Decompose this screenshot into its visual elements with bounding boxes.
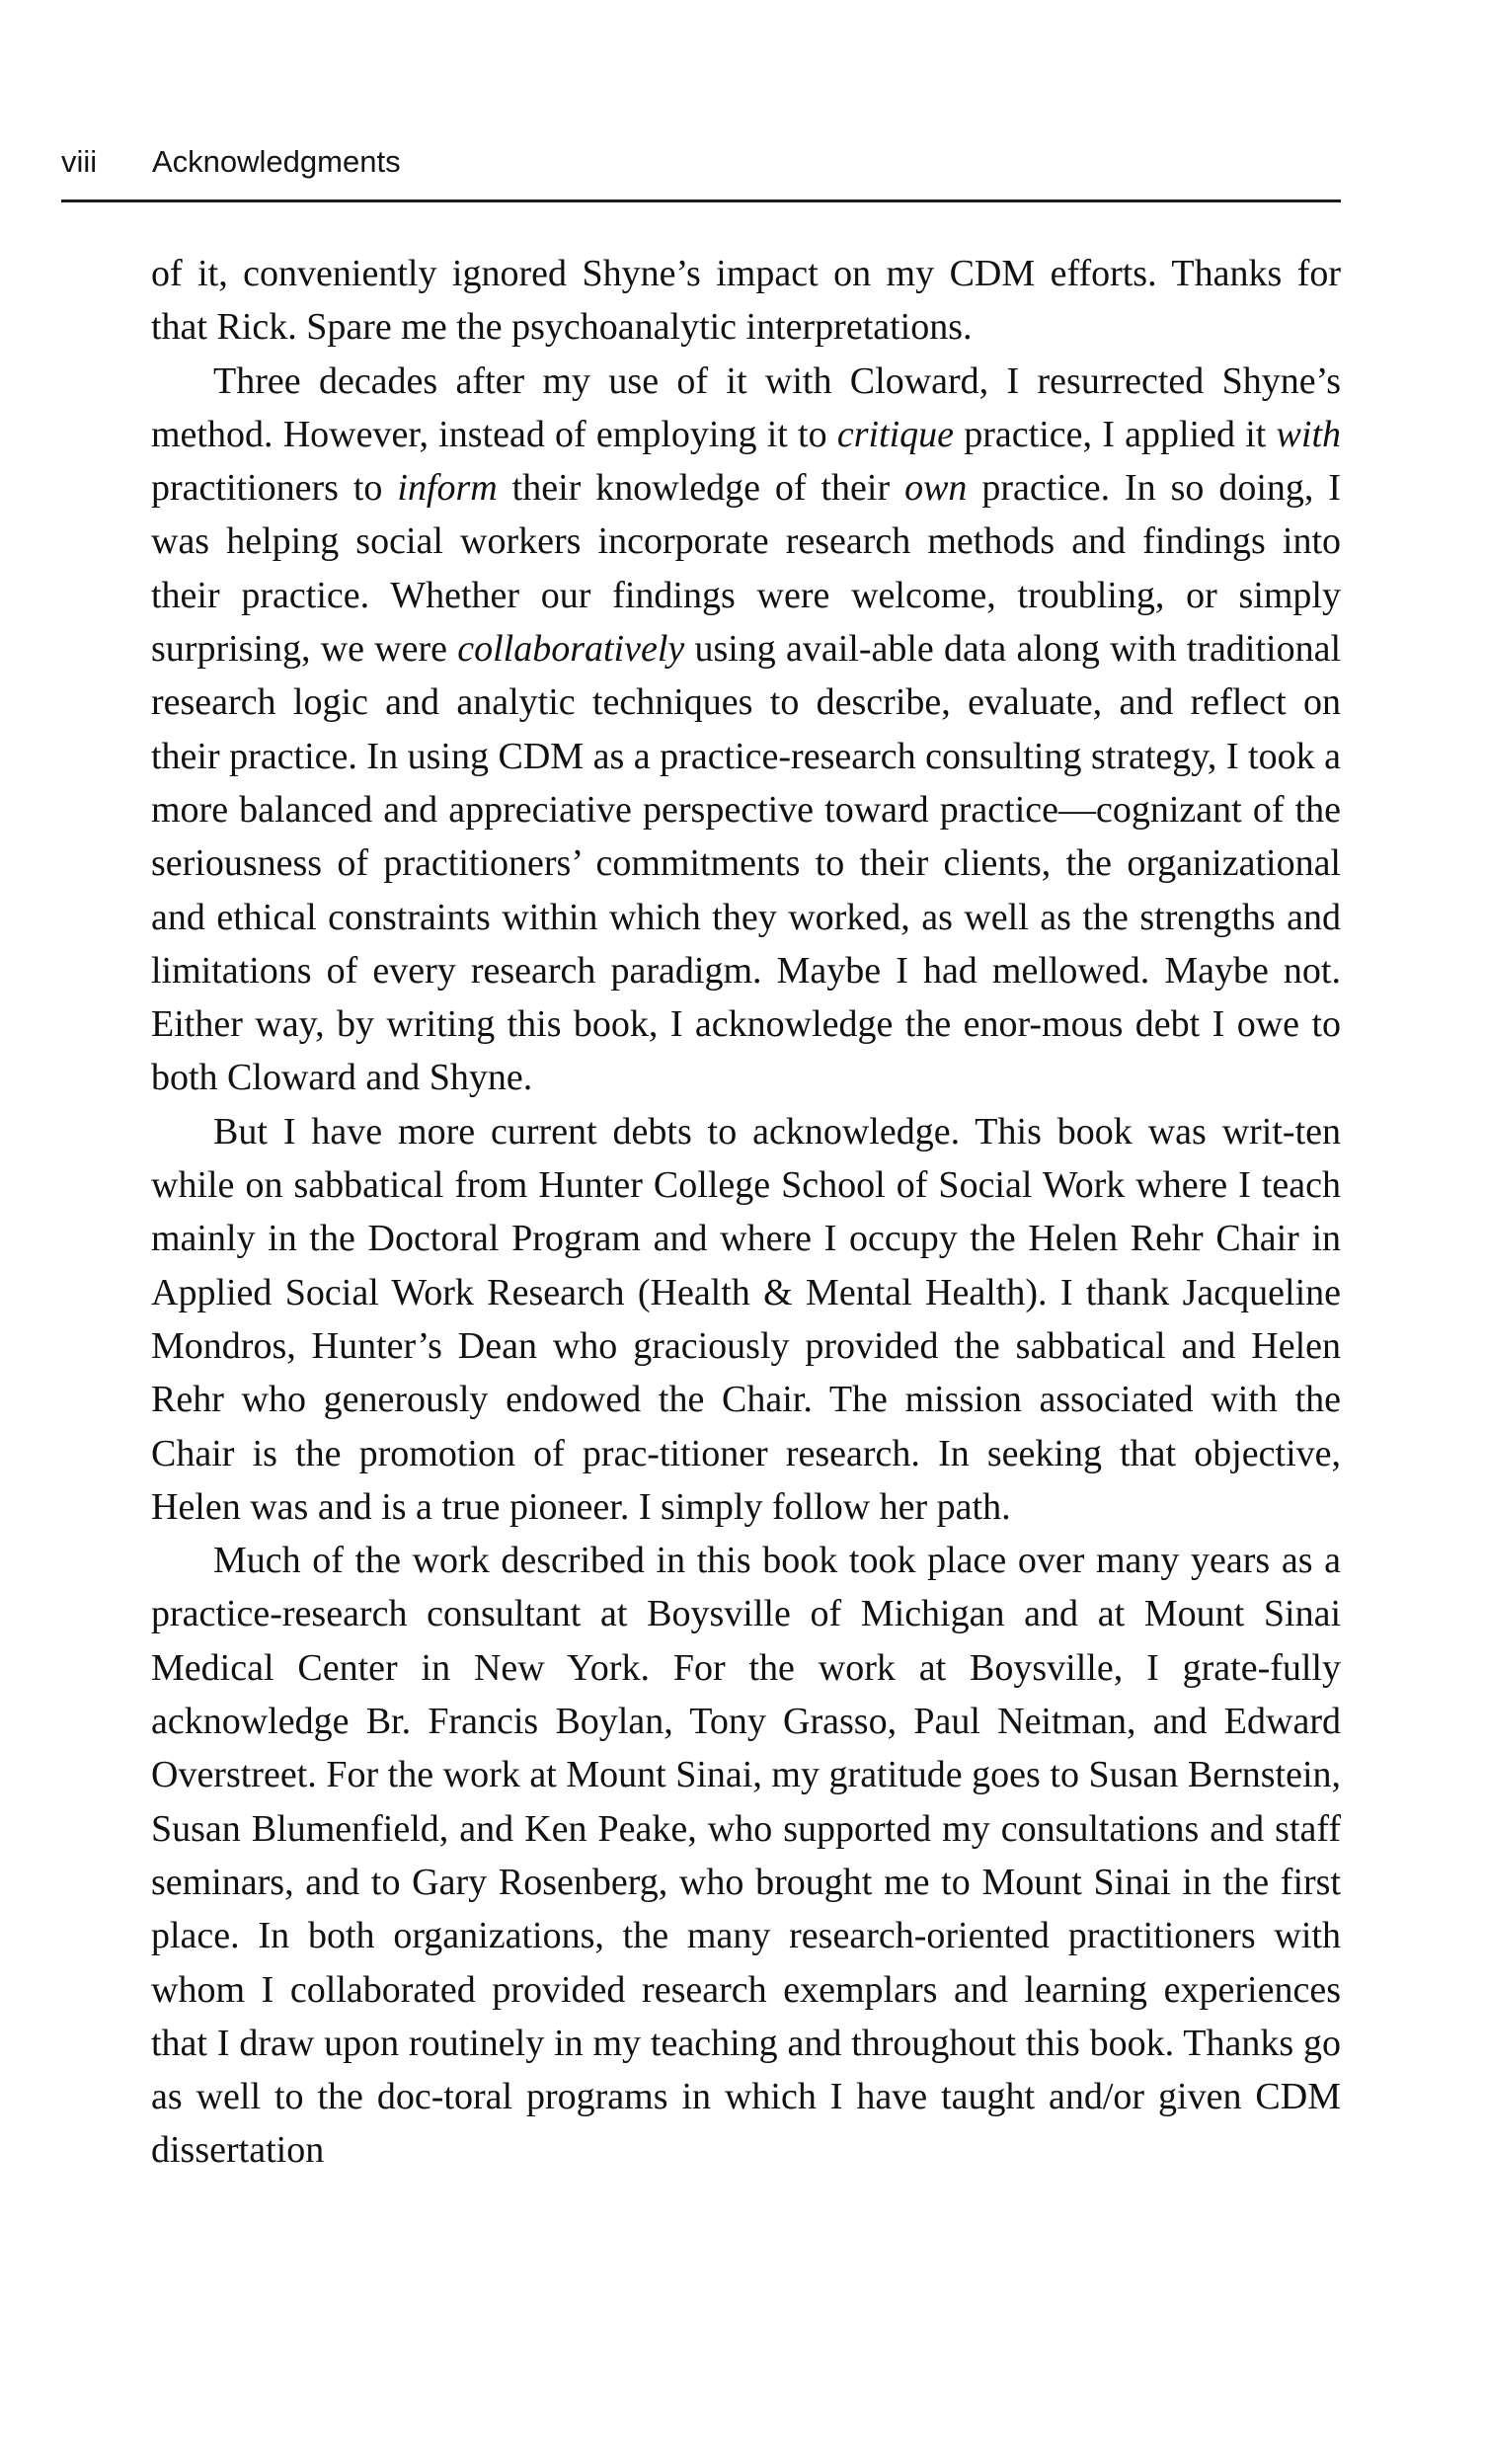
paragraph bbox=[151, 247, 1341, 355]
emphasized-text: own bbox=[904, 467, 968, 510]
paragraph bbox=[151, 355, 1341, 1105]
paragraph-text: practice. In so doing, I was helping social workers incorporate research methods and findings into their practice. Whether our findings were welcome, troubling, or simply surprising, we were bbox=[151, 467, 1341, 671]
emphasized-text: with bbox=[1276, 413, 1342, 455]
page-number: viii bbox=[61, 144, 98, 179]
paragraph bbox=[151, 1534, 1341, 2178]
paragraph-text: of it, conveniently ignored Shyne’s impact on my CDM efforts. Thanks for that Rick. Spare me the psychoanalytic interpretations. bbox=[151, 253, 1341, 349]
running-head bbox=[61, 140, 1341, 184]
paragraph-text: Three decades after my use of it with Cloward, I resurrected Shyne’s method. However, instead of employing it to bbox=[151, 359, 1341, 455]
paragraph bbox=[151, 1105, 1341, 1534]
section-title: Acknowledgments bbox=[152, 144, 401, 179]
paragraph-text: Much of the work described in this book took place over many years as a practice-research consultant at Boysville of Michigan and at Mount Sinai Medical Center in New York. For the work at Boysville, I grate-fully acknowledge Br. Francis Boylan, Tony Grasso, Paul Neitman, and Edward Overstreet. For the work at Mount Sinai, my gratitude goes to Susan Bernstein, Susan Blumenfield, and Ken Peake, who supported my consultations and staff seminars, and to Gary Rosenberg, who brought me to Mount Sinai in the first place. In both organizations, the many research-oriented practitioners with whom I collaborated provided research exemplars and learning experiences that I draw upon routinely in my teaching and throughout this book. Thanks go as well to the doc-toral programs in which I have taught and/or given CDM dissertation bbox=[151, 1540, 1341, 2172]
paragraph-text: practice, I applied it bbox=[954, 413, 1277, 455]
emphasized-text: critique bbox=[836, 413, 955, 455]
paragraph-text: But I have more current debts to acknowledge. This book was writ-ten while on sabbatical from Hunter College School of Social Work where I teach mainly in the Doctoral Program and where I occupy the Helen Rehr Chair in Applied Social Work Research (Health & Mental Health). I thank Jacqueline Mondros, Hunter’s Dean who graciously provided the sabbatical and Helen Rehr who generously endowed the Chair. The mission associated with the Chair is the promotion of prac-titioner research. In seeking that objective, Helen was and is a true pioneer. I simply follow her path. bbox=[151, 1110, 1341, 1528]
paragraph-text: practitioners to bbox=[151, 467, 398, 510]
body-text bbox=[151, 247, 1341, 2178]
emphasized-text: inform bbox=[397, 467, 498, 510]
header-rule bbox=[61, 199, 1341, 202]
paragraph-text: their knowledge of their bbox=[497, 467, 905, 510]
paragraph-text: using avail-able data along with traditional research logic and analytic techniques to describe, evaluate, and reflect on their practice. In using CDM as a practice-research consulting strategy, I took a more balanced and appreciative perspective toward practice—cognizant of the seriousness of practitioners’ commitments to their clients, the organizational and ethical constraints within which they worked, as well as the strengths and limitations of every research paradigm. Maybe I had mellowed. Maybe not. Either way, by writing this book, I acknowledge the enor-mous debt I owe to both Cloward and Shyne. bbox=[151, 628, 1341, 1099]
emphasized-text: collaboratively bbox=[457, 628, 685, 671]
